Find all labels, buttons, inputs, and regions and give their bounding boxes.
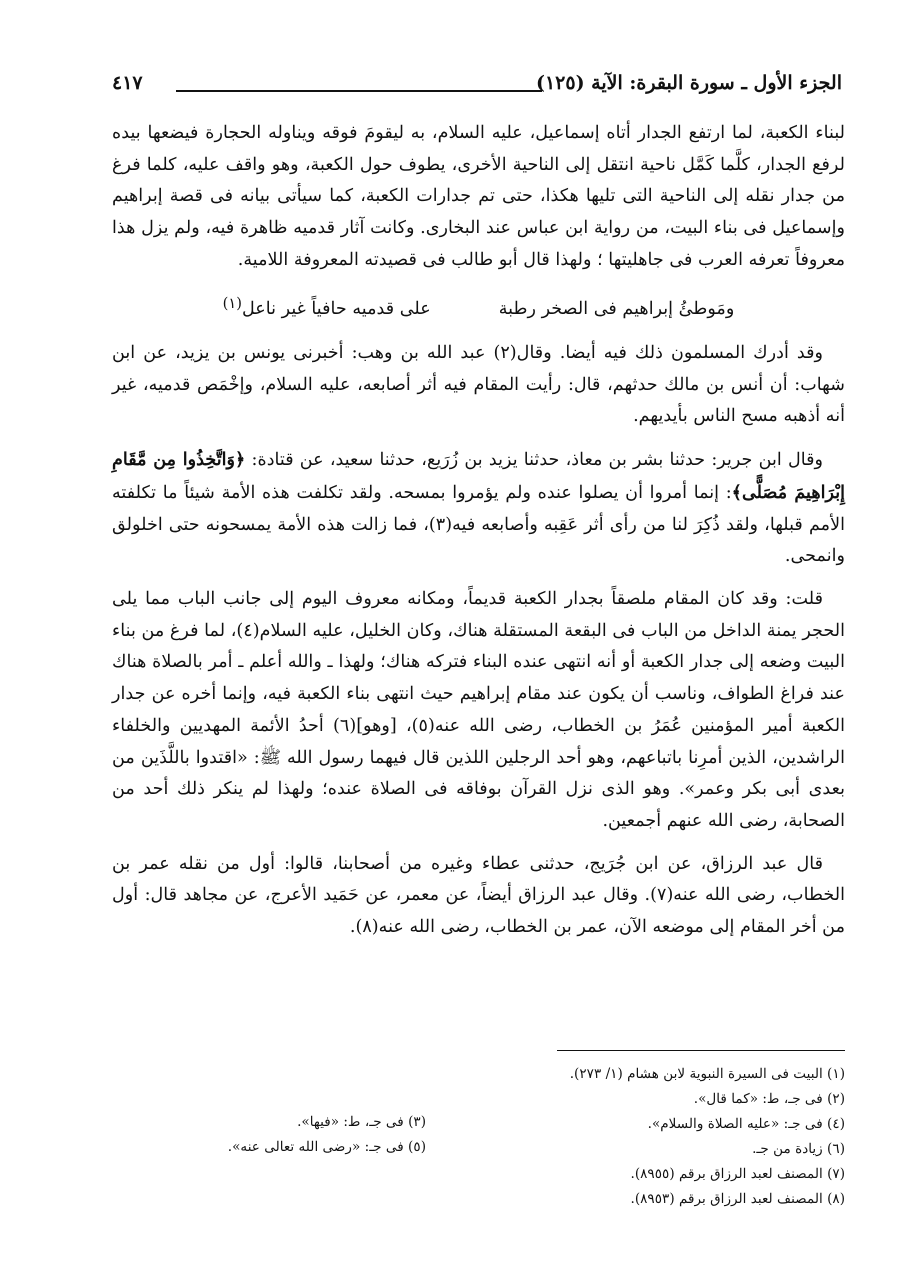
paragraph-4: قلت: وقد كان المقام ملصقاً بجدار الكعبة قديماً، ومكانه معروف اليوم إلى جانب الباب مما يلى الحجر يمنة الداخل من الباب فى البقعة المستقلة هناك، وكان الخليل، عليه السلام(٤)، لما فرغ من بناء البيت وضعه إلى جدار الكعبة أو أنه انتهى عنده البناء فتركه هناك؛ ولهذا ـ والله أعلم ـ أمر بالصلاة هناك عند فراغ الطواف، وناسب أن يكون عند مقام إبراهيم حيث انتهى بناء الكعبة فيه، وإنما أخره عن جدار الكعبة أمير المؤمنين عُمَرُ بن الخطاب، رضى الله عنه(٥)، [وهو](٦) أحدُ الأئمة المهديين والخلفاء الراشدين، الذين أمرِنا باتباعهم، وهو أحد الرجلين اللذين قال فيهما رسول الله ﷺ: «اقتدوا باللَّذَين من بعدى أبى بكر وعمر». وهو الذى نزل القرآن بوفاقه فى الصلاة عنده؛ ولهذا لم ينكر ذلك أحد من الصحابة، رضى الله عنهم أجمعين.	[112, 589, 845, 831]
paragraph-3-lead: وقال ابن جرير: حدثنا بشر بن معاذ، حدثنا يزيد بن زُرَيع، حدثنا سعيد، عن قتادة:	[245, 450, 824, 471]
footnote: (٢) فى جـ، ط: «كما قال».	[693, 1091, 845, 1107]
page-number: ٤١٧	[112, 72, 143, 94]
main-text	[112, 118, 845, 955]
verse-second-hemistich-wrap	[223, 288, 431, 327]
verse-second-hemistich: على قدميه حافياً غير ناعل	[241, 299, 431, 320]
header-rule	[176, 90, 542, 92]
footnote: (٣) فى جـ، ط: «فيها».	[297, 1114, 426, 1130]
quran-citation: ﴿وَاتَّخِذُوا مِن مَّقَامِ إِبْرَاهِيمَ مُصَلًّى﴾	[112, 449, 845, 503]
paragraph-5: قال عبد الرزاق، عن ابن جُرَيج، حدثنى عطاء وغيره من أصحابنا، قالوا: أول من نقله عمر بن الخطاب، رضى الله عنه(٧). وقال عبد الرزاق أيضاً، عن معمر، عن حَمَيد الأعرج، عن مجاهد قال: أول من أخر المقام إلى موضعه الآن، عمر بن الخطاب، رضى الله عنه(٨).	[112, 853, 845, 938]
footnote: (٥) فى جـ: «رضى الله تعالى عنه».	[227, 1139, 426, 1155]
paragraph-1: لبناء الكعبة، لما ارتفع الجدار أتاه إسماعيل، عليه السلام، به ليقومَ فوقه ويناوله الحجارة فيضعها بيده لرفع الجدار، كلَّما كَمَّل ناحية انتقل إلى الناحية الأخرى، يطوف حول الكعبة، وهو واقف عليه، كلما فرغ من جدار نقله إلى الناحية التى تليها هكذا، حتى تم جدارات الكعبة، كما سيأتى بيانه فى قصة إبراهيم وإسماعيل فى بناء البيت، من رواية ابن عباس عند البخارى. وكانت آثار قدميه ظاهرة فيه، ولم يزل هذا معروفاً تعرفه العرب فى جاهليتها ؛ ولهذا قال أبو طالب فى قصيدته المعروفة اللامية.	[112, 123, 845, 270]
paragraph-3	[112, 444, 845, 573]
footnote: (٧) المصنف لعبد الرزاق برقم (٨٩٥٥).	[630, 1166, 845, 1182]
poetry-verse	[112, 288, 845, 327]
running-header	[112, 70, 842, 104]
footnote: (٦) زيادة من جـ.	[752, 1141, 845, 1157]
verse-footnote-marker: (١)	[222, 294, 242, 312]
footnote-rule	[557, 1050, 845, 1051]
paragraph-2: وقد أدرك المسلمون ذلك فيه أيضا. وقال(٢) عبد الله بن وهب: أخبرنى يونس بن يزيد، عن ابن شهاب: أن أنس بن مالك حدثهم، قال: رأيت المقام فيه أثر أصابعه، عليه السلام، وإخْمَص قدميه، غير أنه أذهبه مسح الناس بأيديهم.	[112, 343, 845, 427]
footnotes-right-column	[445, 1062, 845, 1212]
footnote: (٤) فى جـ: «عليه الصلاة والسلام».	[647, 1116, 845, 1132]
footnote: (١) البيت فى السيرة النبوية لابن هشام (١/ ٢٧٣).	[569, 1066, 845, 1082]
verse-first-hemistich: ومَوطئُ إبراهيم فى الصخر رطبة	[498, 299, 735, 320]
footnotes-left-column	[166, 1110, 426, 1160]
header-title: الجزء الأول ـ سورة البقرة: الآية (١٢٥)	[535, 72, 842, 94]
paragraph-3-rest: : إنما أمروا أن يصلوا عنده ولم يؤمروا بمسحه. ولقد تكلفت هذه الأمة شيئاً ما تكلفته الأمم قبلها، ولقد ذُكِرَ لنا من رأى أثر عَقِبه وأصابعه فيه(٣)، فما زالت هذه الأمة يمسحونه حتى اخلولق وانمحى.	[112, 482, 845, 567]
footnote: (٨) المصنف لعبد الرزاق برقم (٨٩٥٣).	[630, 1191, 845, 1207]
